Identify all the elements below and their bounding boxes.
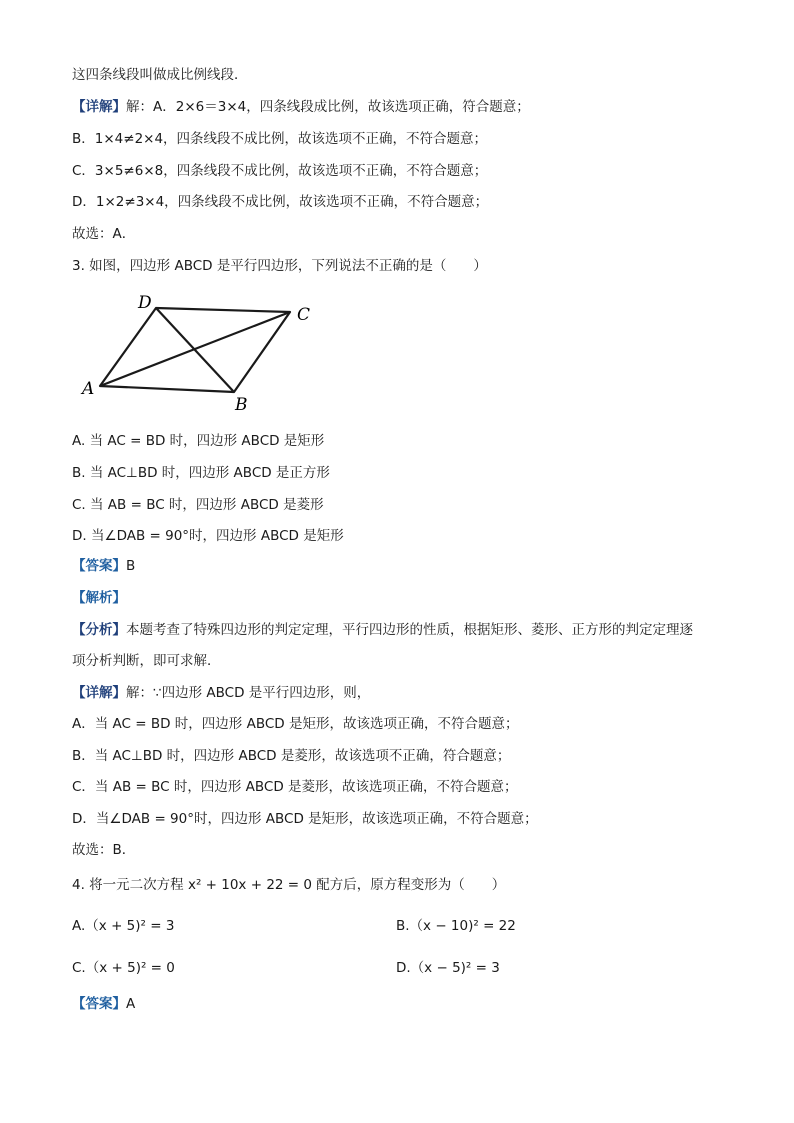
q3-detail-line-0 [72, 684, 370, 702]
q4-option-a: A.（x + 5)² = 3 [72, 918, 175, 934]
q4-stem: 4. 将一元二次方程 x² + 10x + 22 = 0 配方后，原方程变形为（ ） [72, 877, 506, 893]
label-d: D [138, 293, 152, 313]
q2-detail-line-d: D．1×2≠3×4，四条线段不成比例，故该选项不正确，不符合题意； [72, 194, 489, 210]
label-b: B [235, 395, 248, 415]
q3-detail-line-4: D．当∠DAB = 90°时，四边形 ABCD 是矩形，故该选项正确，不符合题意； [72, 811, 538, 827]
intro-line: 这四条线段叫做成比例线段． [72, 67, 248, 83]
q3-analysis-tag [72, 589, 126, 607]
label-c: C [297, 305, 311, 325]
answer-value: A [126, 996, 136, 1012]
q3-detail-line-2: B．当 AC⊥BD 时，四边形 ABCD 是菱形，故该选项不正确，符合题意； [72, 748, 511, 764]
parallelogram-figure [72, 288, 332, 418]
q3-fenxi-line1 [72, 621, 693, 639]
q2-detail-line-c: C．3×5≠6×8，四条线段不成比例，故该选项不正确，不符合题意； [72, 163, 488, 179]
q3-option-a: A. 当 AC = BD 时，四边形 ABCD 是矩形 [72, 433, 325, 449]
detail-text: 解：∵四边形 ABCD 是平行四边形，则， [126, 685, 371, 701]
q4-answer [72, 995, 135, 1013]
fenxi-tag: 【分析】 [72, 622, 126, 638]
q2-choice: 故选：A． [72, 226, 136, 242]
q3-choice: 故选：B． [72, 842, 136, 858]
q3-option-b: B. 当 AC⊥BD 时，四边形 ABCD 是正方形 [72, 465, 330, 481]
answer-value: B [126, 558, 136, 574]
detail-tag: 【详解】 [72, 99, 126, 115]
detail-text: 解：A．2×6＝3×4，四条线段成比例，故该选项正确，符合题意； [126, 99, 530, 115]
answer-tag: 【答案】 [72, 558, 126, 574]
answer-tag: 【答案】 [72, 996, 126, 1012]
q3-fenxi-line2: 项分析判断，即可求解． [72, 653, 221, 669]
q3-detail-line-3: C．当 AB = BC 时，四边形 ABCD 是菱形，故该选项正确，不符合题意； [72, 779, 518, 795]
diagonal-bd [156, 308, 234, 392]
q2-detail-line-b: B．1×4≠2×4，四条线段不成比例，故该选项不正确，不符合题意； [72, 131, 488, 147]
label-a: A [82, 379, 95, 399]
analysis-tag: 【解析】 [72, 590, 126, 606]
q3-stem: 3. 如图，四边形 ABCD 是平行四边形，下列说法不正确的是（ ） [72, 258, 487, 274]
q3-detail-line-1: A．当 AC = BD 时，四边形 ABCD 是矩形，故该选项正确，不符合题意； [72, 716, 519, 732]
q4-option-c: C.（x + 5)² = 0 [72, 960, 175, 976]
detail-tag: 【详解】 [72, 685, 126, 701]
q4-option-d: D.（x − 5)² = 3 [396, 960, 500, 976]
q2-detail-line-a [72, 98, 530, 116]
q3-option-d: D. 当∠DAB = 90°时，四边形 ABCD 是矩形 [72, 528, 344, 544]
q3-option-c: C. 当 AB = BC 时，四边形 ABCD 是菱形 [72, 497, 324, 513]
q4-option-b: B.（x − 10)² = 22 [396, 918, 516, 934]
fenxi-text: 本题考查了特殊四边形的判定定理，平行四边形的性质，根据矩形、菱形、正方形的判定定理逐 [126, 622, 693, 638]
q3-answer [72, 557, 135, 575]
